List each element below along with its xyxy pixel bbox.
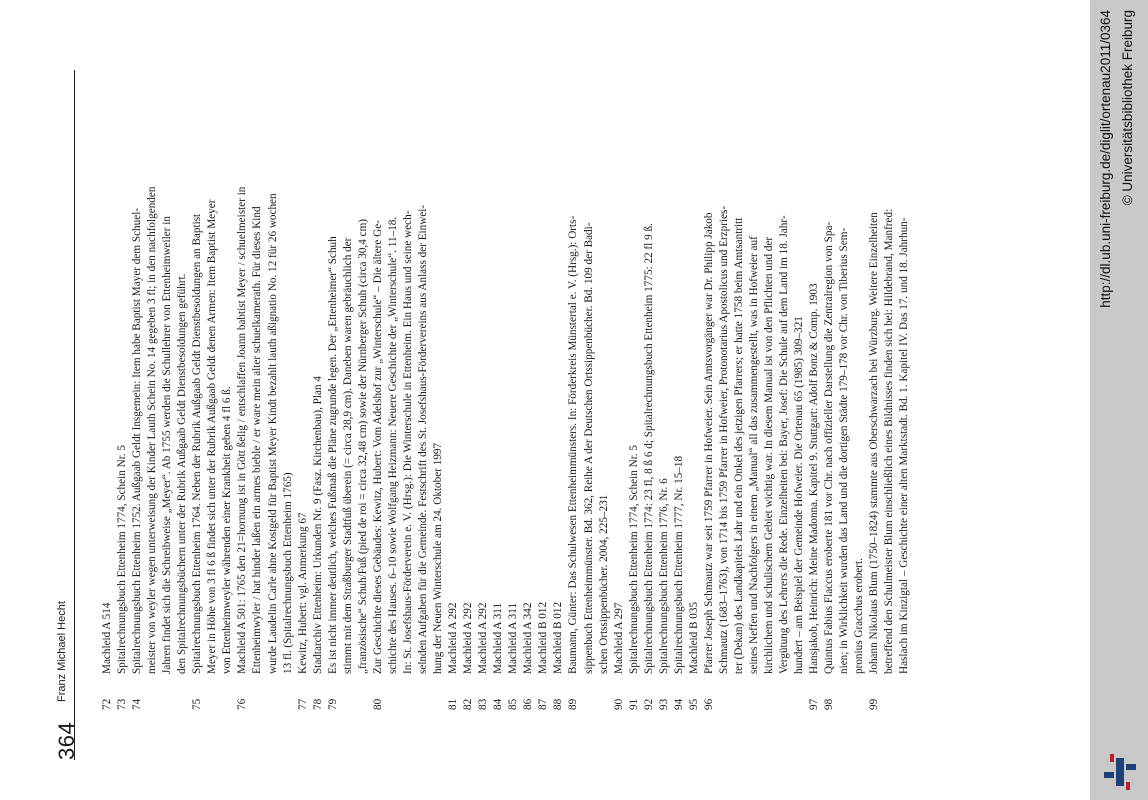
endnote-item bbox=[476, 70, 491, 710]
endnote-text bbox=[326, 70, 371, 674]
endnote-item bbox=[296, 70, 311, 710]
endnote-item bbox=[461, 70, 476, 710]
endnote-line: wurde Laudelin Carle ahne Kostgeld für Baptist Meyer Kindt bezahlt lauth aßignatio No. 12 für 26 wochen bbox=[266, 193, 279, 674]
ub-freiburg-logo-icon bbox=[1100, 752, 1140, 792]
endnote-number: 86 bbox=[522, 698, 535, 710]
endnote-line: Machleid A 292 bbox=[447, 602, 460, 674]
endnote-line: betreffend den Schulmeister Blum einschließlich eines Bildnisses finden sich bei: Hildebrand, Manfred: bbox=[883, 208, 896, 674]
endnote-number: 83 bbox=[477, 698, 490, 710]
endnote-number: 77 bbox=[296, 698, 309, 710]
endnote-line: Jahren findet sich die Schreibweise „Meyer“. Ab 1755 werden die Schullehrer von Ettenheimweiler in bbox=[161, 216, 174, 674]
endnote-item bbox=[311, 70, 326, 710]
endnote-line: Es ist nicht immer deutlich, welches Fußmaß die Pläne zugrunde legen. Der „Ettenheimer“ Schuh bbox=[326, 236, 339, 674]
endnote-number: 78 bbox=[311, 698, 324, 710]
endnote-line: ter (Dekan) des Landkapitels Lahr und ein Onkel des jetzigen Pfarrers; er hatte 1758 beim Amtsantritt bbox=[732, 217, 745, 674]
endnote-line: nien; in Wirklichkeit wurden das Land und die dortigen Städte 179–178 vor Chr. von Tiberius Sem- bbox=[838, 227, 851, 674]
endnote-line: stimmt mit dem Straßburger Stadtfuß überein (= circa 28,9 cm). Daneben waren gebräuchlich der bbox=[341, 237, 354, 674]
endnote-text bbox=[687, 70, 702, 674]
endnote-line: hundert – am Beispiel der Gemeinde Hofweier. Die Ortenau 65 (1985) 309–321 bbox=[793, 316, 806, 674]
endnote-text bbox=[867, 70, 912, 674]
endnotes-list bbox=[100, 70, 913, 710]
endnote-line: Machleid B 012 bbox=[537, 601, 550, 674]
endnote-line: Machleid A 292 bbox=[462, 602, 475, 674]
endnote-text bbox=[371, 70, 446, 674]
endnote-number: 92 bbox=[642, 698, 655, 710]
endnote-item bbox=[867, 70, 912, 710]
endnote-text bbox=[100, 70, 115, 674]
endnote-line: Machleid A 297 bbox=[612, 602, 625, 674]
endnote-item bbox=[612, 70, 627, 710]
endnote-item bbox=[702, 70, 807, 710]
endnote-item bbox=[115, 70, 130, 710]
header-rule bbox=[74, 70, 75, 760]
endnote-line: sippenbuch Ettenheimmünster. Bd. 362, Reihe A der Deutschen Ortssippenbücher. Bd. 109 der Badi- bbox=[582, 222, 595, 674]
endnote-item bbox=[822, 70, 867, 710]
endnote-item bbox=[627, 70, 642, 710]
endnote-item bbox=[100, 70, 115, 710]
endnote-number: 89 bbox=[567, 698, 580, 710]
endnote-line: Machleid A 311 bbox=[492, 602, 505, 674]
endnote-number: 98 bbox=[823, 698, 836, 710]
endnote-line: Quintus Fabius Flaccus eroberte 181 vor Chr. nach offizieller Darstellung die Zentralregion von Spa- bbox=[823, 221, 836, 674]
running-head-author: Franz Michael Hecht bbox=[56, 601, 68, 702]
endnote-number: 94 bbox=[672, 698, 685, 710]
endnote-line: schichte des Hauses. 6–10 sowie Wolfgang Heizmann: Neuere Geschichte der „Winterschule“. 11–18. bbox=[386, 216, 399, 674]
endnote-number: 79 bbox=[326, 698, 339, 710]
endnote-line: Spitalrechnungsbuch Ettenheim 1752. Außgaab Geldt Insgemein: Item habe Baptist Mayer dem Schuel- bbox=[131, 207, 144, 674]
endnote-line: Machleid B 035 bbox=[687, 601, 700, 674]
endnote-item bbox=[491, 70, 506, 710]
endnote-line: Spitalrechnungsbuch Ettenheim 1774, Schein Nr. 5 bbox=[627, 445, 640, 674]
endnote-line: Spitalrechnungsbuch Ettenheim 1774: 23 fl, 8 ß 6 d; Spitalrechnungsbuch Ettenheim 1775: 22 fl 9 ß. bbox=[642, 223, 655, 674]
endnote-line: Vergütung des Lehrers die Rede. Einzelheiten bei: Bayer, Josef: Die Schule auf dem Land im 18. Jahr- bbox=[778, 215, 791, 674]
endnote-line: Hansjakob, Heinrich: Meine Madonna. Kapitel 9. Stuttgart: Adolf Bonz & Comp. 1903 bbox=[808, 283, 821, 674]
endnote-number: 75 bbox=[191, 698, 204, 710]
endnote-line: „französische“ Schuh/Fuß (pied de roi = circa 32,48 cm) sowie der Nürnberger Schuh (circa 30,4 cm) bbox=[356, 219, 369, 674]
endnote-item bbox=[642, 70, 657, 710]
endnote-text bbox=[506, 70, 521, 674]
endnote-item bbox=[371, 70, 446, 710]
endnote-number: 99 bbox=[868, 698, 881, 710]
endnote-text bbox=[822, 70, 867, 674]
endnote-line: meister von weyler wegen unterweisung der Kinder Lauth Schein No. 14 gegeben 3 fl; in den nachfolgenden bbox=[146, 186, 159, 674]
endnote-text bbox=[296, 70, 311, 674]
endnote-item bbox=[807, 70, 822, 710]
endnote-line: Haslach im Kinzigtal – Geschichte einer alten Marktstadt. Bd. 1. Kapitel IV. Das 17. und 18. Jahrhun- bbox=[898, 217, 911, 674]
endnote-text bbox=[627, 70, 642, 674]
endnote-line: In: St. Josefshaus-Förderverein e. V. (Hrsg.): Die Winterschule in Ettenheim. Ein Haus und seine wech- bbox=[401, 210, 414, 674]
viewer-side-band bbox=[1090, 0, 1148, 800]
endnote-item bbox=[446, 70, 461, 710]
source-url-link[interactable]: http://dl.ub.uni-freiburg.de/diglit/ortenau2011/0364 bbox=[1098, 10, 1113, 308]
endnote-text bbox=[672, 70, 687, 674]
endnote-number: 85 bbox=[507, 698, 520, 710]
endnote-number: 82 bbox=[462, 698, 475, 710]
endnote-line: Machleid A 311 bbox=[507, 602, 520, 674]
endnote-item bbox=[521, 70, 536, 710]
endnote-line: Pfarrer Joseph Schmautz war seit 1759 Pfarrer in Hofweier. Sein Amtsvorgänger war Dr. Philipp Jakob bbox=[702, 212, 715, 674]
endnote-text bbox=[612, 70, 627, 674]
endnote-item bbox=[551, 70, 566, 710]
endnote-line: Kewitz, Hubert: vgl. Anmerkung 67 bbox=[296, 512, 309, 674]
endnote-number: 96 bbox=[702, 698, 715, 710]
side-band-content bbox=[1090, 0, 1148, 800]
endnote-number: 91 bbox=[627, 698, 640, 710]
endnote-line: Spitalrechnungsbuch Ettenheim 1764. Neben der Rubrik Außgaab Geldt Dienstbesoldungen an Baptist bbox=[191, 213, 204, 674]
endnote-number: 76 bbox=[236, 698, 249, 710]
endnote-number: 81 bbox=[447, 698, 460, 710]
endnote-line: schen Ortssippenbücher. 2004, 225–231 bbox=[597, 494, 610, 674]
endnote-line: Machleid B 012 bbox=[552, 601, 565, 674]
endnote-line: selnden Aufgaben für die Gemeinde. Festschrift des St. Josefshaus-Fördervereins aus Anlass der Einwei- bbox=[416, 204, 429, 674]
endnote-line: Spitalrechnungsbuch Ettenheim 1777, Nr. 15–18 bbox=[672, 455, 685, 674]
endnote-number: 90 bbox=[612, 698, 625, 710]
endnote-text bbox=[807, 70, 822, 674]
endnote-text bbox=[642, 70, 657, 674]
endnote-item bbox=[566, 70, 611, 710]
endnote-number: 93 bbox=[657, 698, 670, 710]
endnote-number: 87 bbox=[537, 698, 550, 710]
endnote-number: 80 bbox=[371, 698, 384, 710]
endnote-item bbox=[536, 70, 551, 710]
endnote-number: 74 bbox=[131, 698, 144, 710]
endnote-text bbox=[461, 70, 476, 674]
endnote-text bbox=[235, 70, 295, 674]
endnote-number: 97 bbox=[808, 698, 821, 710]
endnote-text bbox=[521, 70, 536, 674]
endnote-text bbox=[566, 70, 611, 674]
endnote-line: den Spitalrechnungsbüchern unter der Rubrik Außgaab Geldt Dienstbesoldungen geführt. bbox=[176, 273, 189, 674]
page-number: 364 bbox=[54, 721, 79, 760]
endnote-line: 13 fl. (Spitalrechnungsbuch Ettenheim 1765) bbox=[281, 472, 294, 674]
endnote-line: kirchlichem und schulischem Gebiet wichtig war. In diesem Manual ist von den Pflichten und der bbox=[763, 236, 776, 674]
endnote-line: hung der Neuen Winterschule am 24. Oktober 1997 bbox=[432, 442, 445, 674]
endnote-line: von Ettenheimweyler währenden einer Krankheit geben 4 fl 6 ß. bbox=[221, 386, 234, 674]
endnote-number: 73 bbox=[116, 698, 129, 710]
endnote-number: 95 bbox=[687, 698, 700, 710]
endnote-text bbox=[536, 70, 551, 674]
endnote-line: Stadtarchiv Ettenheim: Urkunden Nr. 9 (Fasz. Kirchenbau), Plan 4 bbox=[311, 376, 324, 674]
copyright-notice: © Universitätsbibliothek Freiburg bbox=[1120, 10, 1135, 206]
endnote-number: 88 bbox=[552, 698, 565, 710]
endnote-item bbox=[687, 70, 702, 710]
endnote-line: seines Neffen und Nachfolgers in einem „Manual“ all das zusammengestellt, was in Hofweier auf bbox=[748, 236, 761, 674]
endnote-item bbox=[235, 70, 295, 710]
endnote-line: pronius Gracchus erobert. bbox=[853, 558, 866, 674]
endnote-text bbox=[190, 70, 235, 674]
endnote-item bbox=[130, 70, 190, 710]
endnote-line: Baumann, Günter: Das Schulwesen Ettenheimmünsters. In: Förderkreis Münstertal e. V. (Hrsg.): Orts- bbox=[567, 215, 580, 674]
endnote-line: Machleid A 514 bbox=[101, 602, 113, 674]
endnote-text bbox=[115, 70, 130, 674]
endnote-item bbox=[506, 70, 521, 710]
endnote-text bbox=[551, 70, 566, 674]
endnote-item bbox=[657, 70, 672, 710]
endnote-line: Schmautz (1683–1763), von 1714 bis 1759 Pfarrer in Hofweier, Protonotarius Apostolicus und Erzpries- bbox=[717, 205, 730, 674]
endnote-text bbox=[702, 70, 807, 674]
endnote-line: Meyer in Höhe von 3 fl 6 ß findet sich unter der Rubrik Außgaab Geldt denen Armen: Item Baptist Meyer bbox=[206, 199, 219, 674]
endnote-text bbox=[130, 70, 190, 674]
endnote-line: Johann Nikolaus Blum (1750–1824) stammte aus Oberschwarzach bei Würzburg. Weitere Einzelheiten bbox=[868, 212, 881, 674]
endnote-line: Machleid A 292 bbox=[477, 602, 490, 674]
endnote-text bbox=[491, 70, 506, 674]
endnote-line: Zur Geschichte dieses Gebäudes: Kewitz, Hubert: Vom Adelshof zur „Winterschule“ – Die ältere Ge- bbox=[371, 220, 384, 674]
endnote-text bbox=[311, 70, 326, 674]
endnote-line: Spitalrechnungsbuch Ettenheim 1774, Schein Nr. 5 bbox=[116, 445, 129, 674]
endnote-line: Machleid A 342 bbox=[522, 602, 535, 674]
endnote-line: Machleid A 501: 1765 den 21=hornung ist in Gött ßelig / entschlaffen Joann babtist Meyer / schuelmeister in bbox=[236, 186, 249, 674]
endnote-line: Spitalrechnungsbuch Ettenheim 1776, Nr. 6 bbox=[657, 478, 670, 674]
endnote-line: Ettenheimwyler / hat hinder laßen ein armes bieble / er ware mein alter schuelkamerath. Für dieses Kind bbox=[251, 206, 264, 674]
endnote-item bbox=[190, 70, 235, 710]
endnote-item bbox=[672, 70, 687, 710]
endnote-text bbox=[476, 70, 491, 674]
endnote-number: 72 bbox=[101, 698, 113, 710]
endnote-item bbox=[326, 70, 371, 710]
endnote-number: 84 bbox=[492, 698, 505, 710]
endnote-text bbox=[657, 70, 672, 674]
endnote-text bbox=[446, 70, 461, 674]
